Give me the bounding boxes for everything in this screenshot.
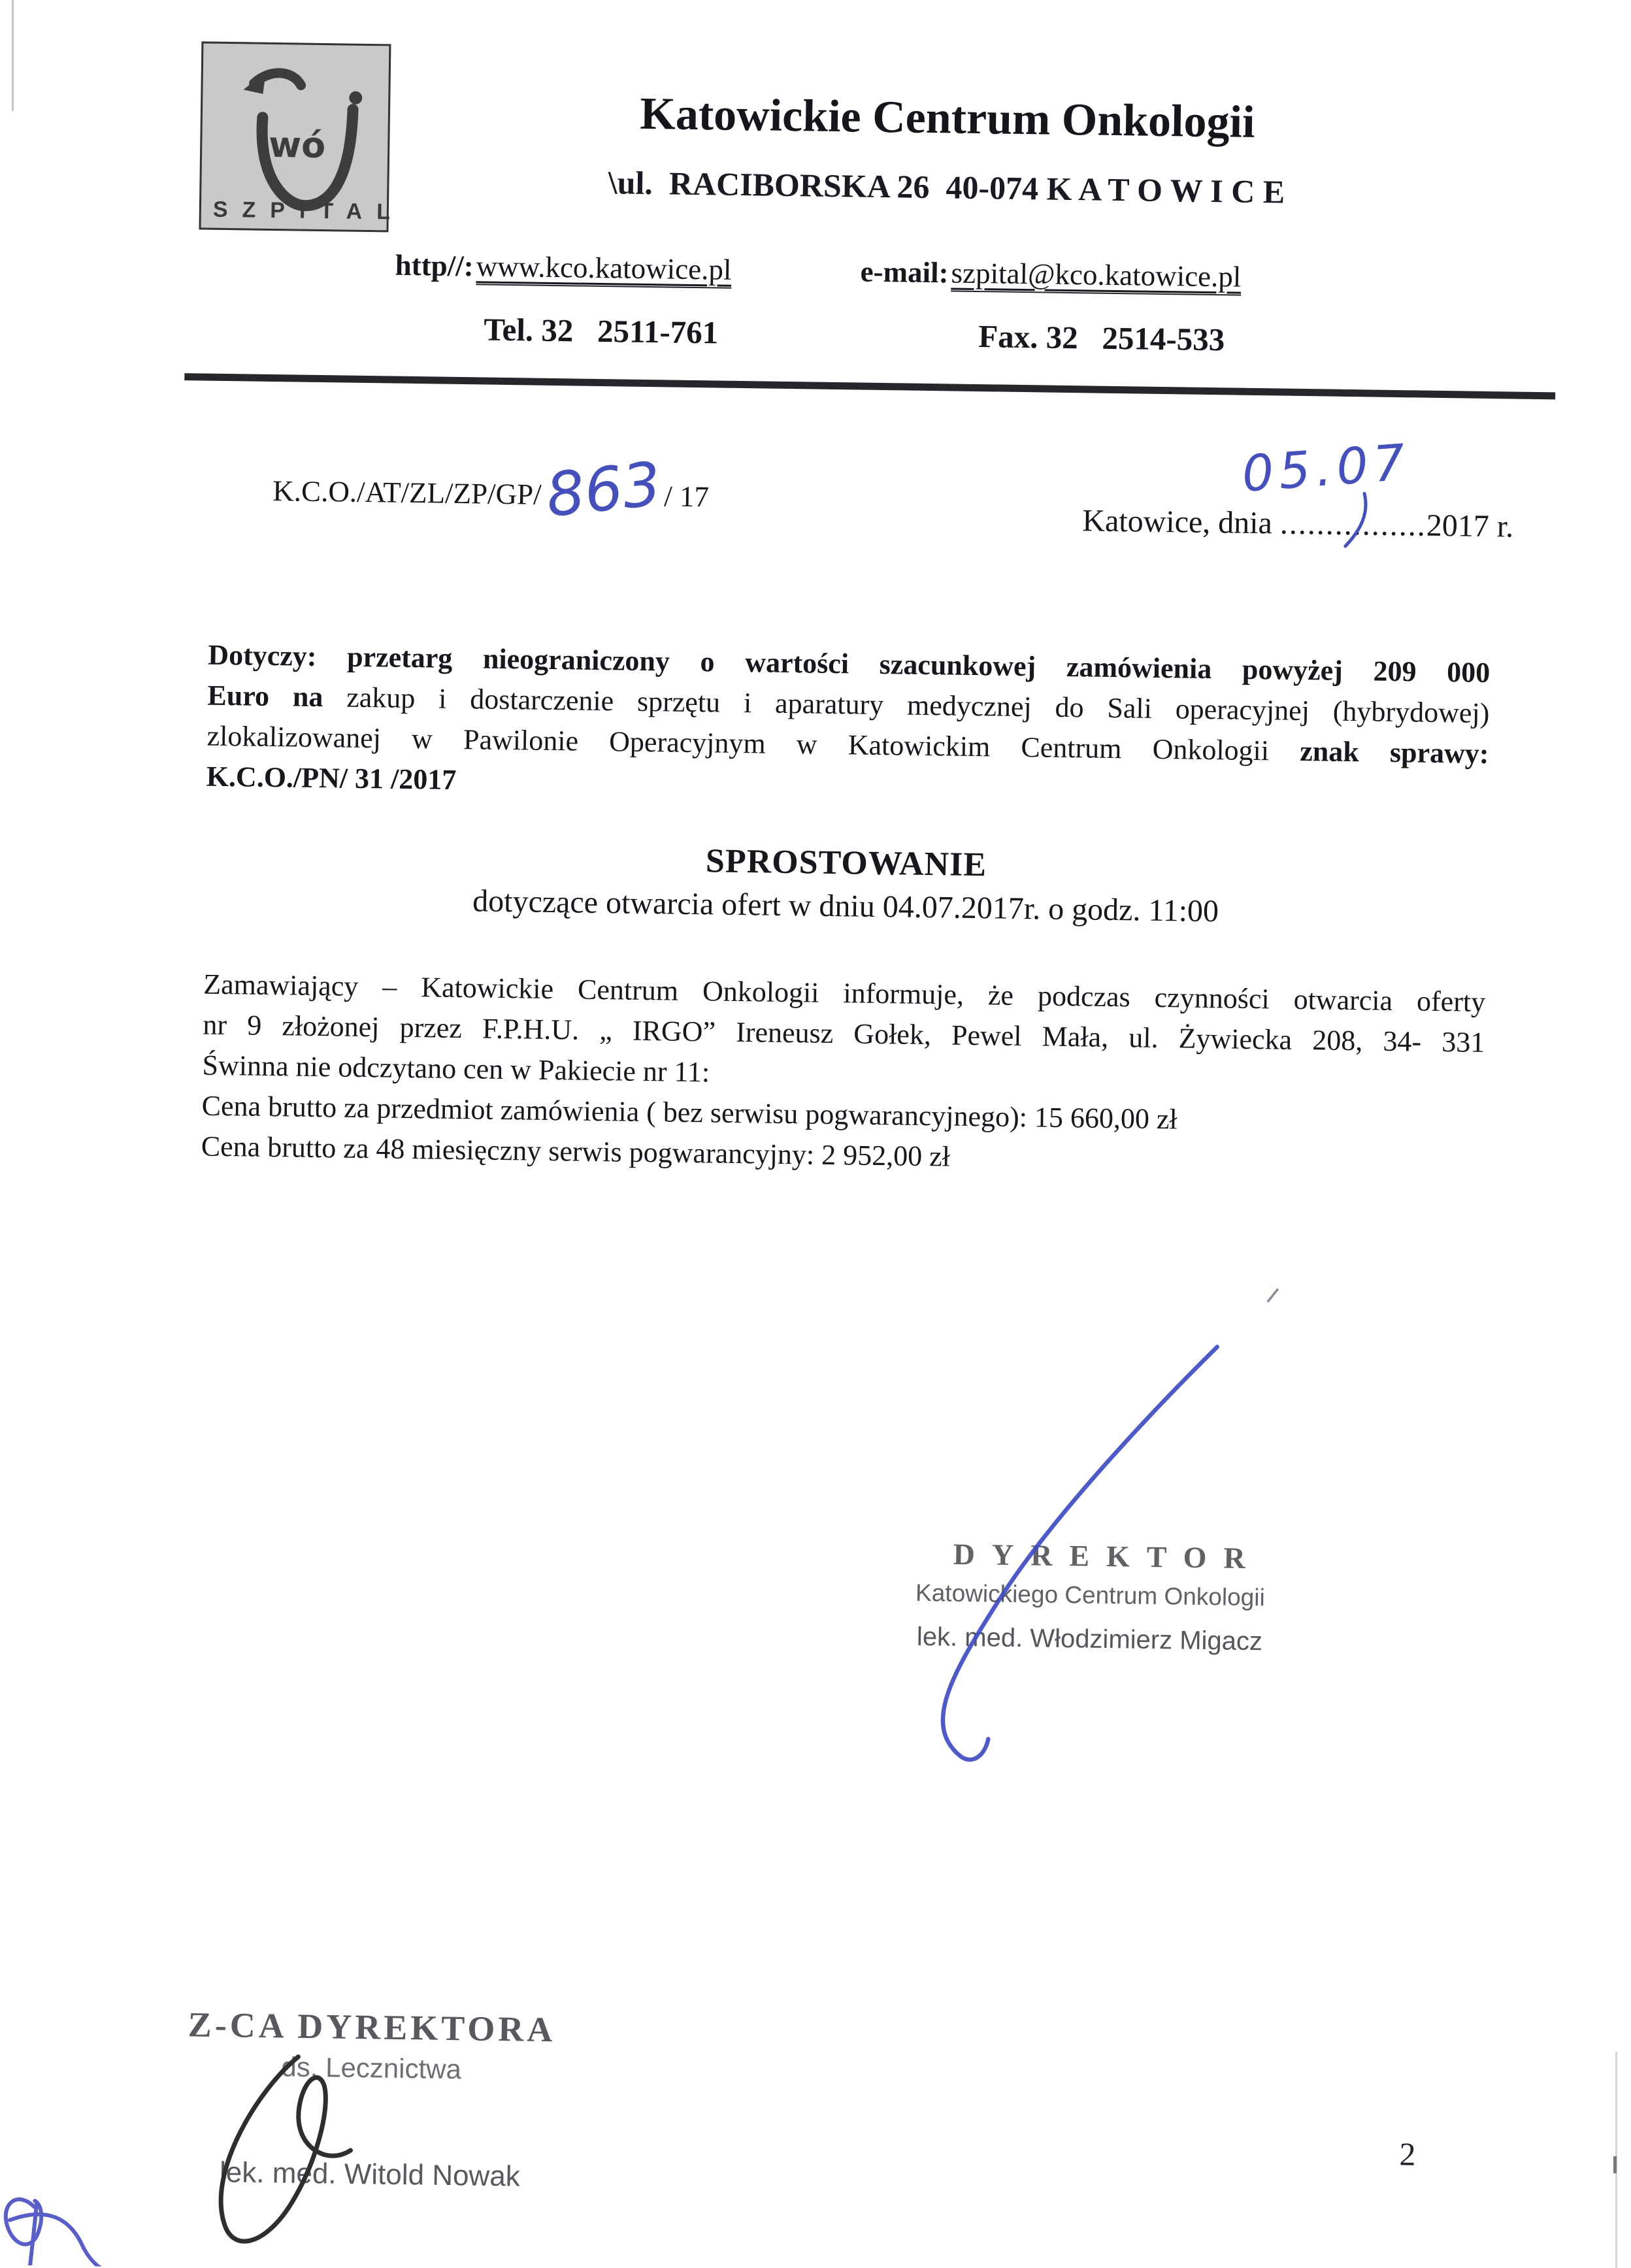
reference-suffix: / 17	[663, 480, 710, 514]
director-stamp-title: DYREKTOR	[953, 1537, 1263, 1575]
deputy-stamp-title: Z-CA DYREKTORA	[188, 2005, 556, 2050]
website-group	[395, 248, 731, 287]
body-line: Zamawiający – Katowickie Centrum Onkologii informuje, że podczas czynności otwarcia oferty	[203, 968, 1486, 1018]
price-line: Cena brutto za 48 miesięczny serwis pogwarancyjny: 2 952,00 zł	[201, 1130, 951, 1173]
page-number: 2	[1399, 2135, 1416, 2173]
reference-prefix: K.C.O./AT/ZL/ZP/GP/	[272, 474, 542, 511]
header-divider	[184, 373, 1555, 399]
subject-paragraph	[206, 635, 1490, 815]
corner-initial-squiggle	[5, 2199, 139, 2268]
director-stamp-name: lek. med. Włodzimierz Migacz	[916, 1622, 1263, 1656]
correction-subheading: dotyczące otwarcia ofert w dniu 04.07.2017r. o godz. 11:00	[472, 883, 1219, 929]
deputy-stamp-name: lek. med. Witold Nowak	[219, 2156, 521, 2193]
date-prefix: Katowice, dnia	[1082, 503, 1281, 541]
text-segment: Euro na	[207, 679, 323, 714]
scan-edge-dash	[1613, 2156, 1617, 2173]
stray-pen-tick	[1268, 1289, 1277, 1301]
body-paragraph	[201, 964, 1485, 1185]
reference-number	[228, 426, 710, 548]
logo-mid-letters: wó	[268, 123, 326, 167]
date-dotted-leader: ................	[1279, 506, 1427, 543]
date-suffix: 2017 r.	[1426, 508, 1514, 544]
tel-fax-row	[0, 304, 1628, 372]
handwritten-date: 05.07	[1240, 433, 1413, 503]
scan-edge-artifact-left	[12, 0, 14, 111]
email-group	[860, 255, 1241, 294]
fax-number: Fax. 32 2514-533	[978, 318, 1225, 358]
text-segment: zakup i dostarczenie sprzętu i aparatury medycznej do Sali operacyjnej (hybrydowej)	[346, 681, 1490, 730]
director-stamp-org: Katowickiego Centrum Onkologii	[915, 1579, 1266, 1611]
page-title: Katowickie Centrum Onkologii	[639, 88, 1255, 148]
case-number: K.C.O./PN/ 31 /2017	[206, 760, 457, 796]
price-line: Cena brutto za przedmiot zamówienia ( bez serwisu pogwarancyjnego): 15 660,00 zł	[201, 1089, 1178, 1136]
body-line: nr 9 złożonej przez F.P.H.U. „ IRGO” Ireneusz Gołek, Pewel Mała, ul. Żywiecka 208, 34- 331	[203, 1008, 1485, 1059]
deputy-signature-stroke	[220, 2056, 352, 2243]
telephone-number: Tel. 32 2511-761	[483, 311, 719, 351]
handwritten-reference-number: 863	[542, 448, 665, 531]
deputy-stamp-dept: ds. Lecznictwa	[281, 2051, 462, 2085]
email-link[interactable]: szpital@kco.katowice.pl	[951, 256, 1242, 295]
hospital-logo	[199, 41, 405, 232]
text-segment: zlokalizowanej w Pawilonie Operacyjnym w Katowickim Centrum Onkologii	[206, 719, 1270, 767]
subject-line: Dotyczy: przetarg nieograniczony o wartości szacunkowej zamówienia powyżej 209 000	[208, 638, 1491, 689]
correction-heading: SPROSTOWANIE	[705, 842, 987, 884]
website-link[interactable]: www.kco.katowice.pl	[476, 250, 731, 288]
body-line: Świnna nie odczytano cen w Pakiecie nr 11:	[202, 1049, 710, 1089]
email-label: e-mail:	[860, 255, 949, 289]
address-line: \ul. RACIBORSKA 26 40-074 K A T O W I C E	[608, 164, 1285, 210]
website-label: http//:	[395, 248, 474, 283]
logo-caption: SZPITAL	[212, 197, 405, 225]
contact-row	[0, 242, 1629, 311]
text-segment: znak sprawy:	[1299, 734, 1489, 770]
